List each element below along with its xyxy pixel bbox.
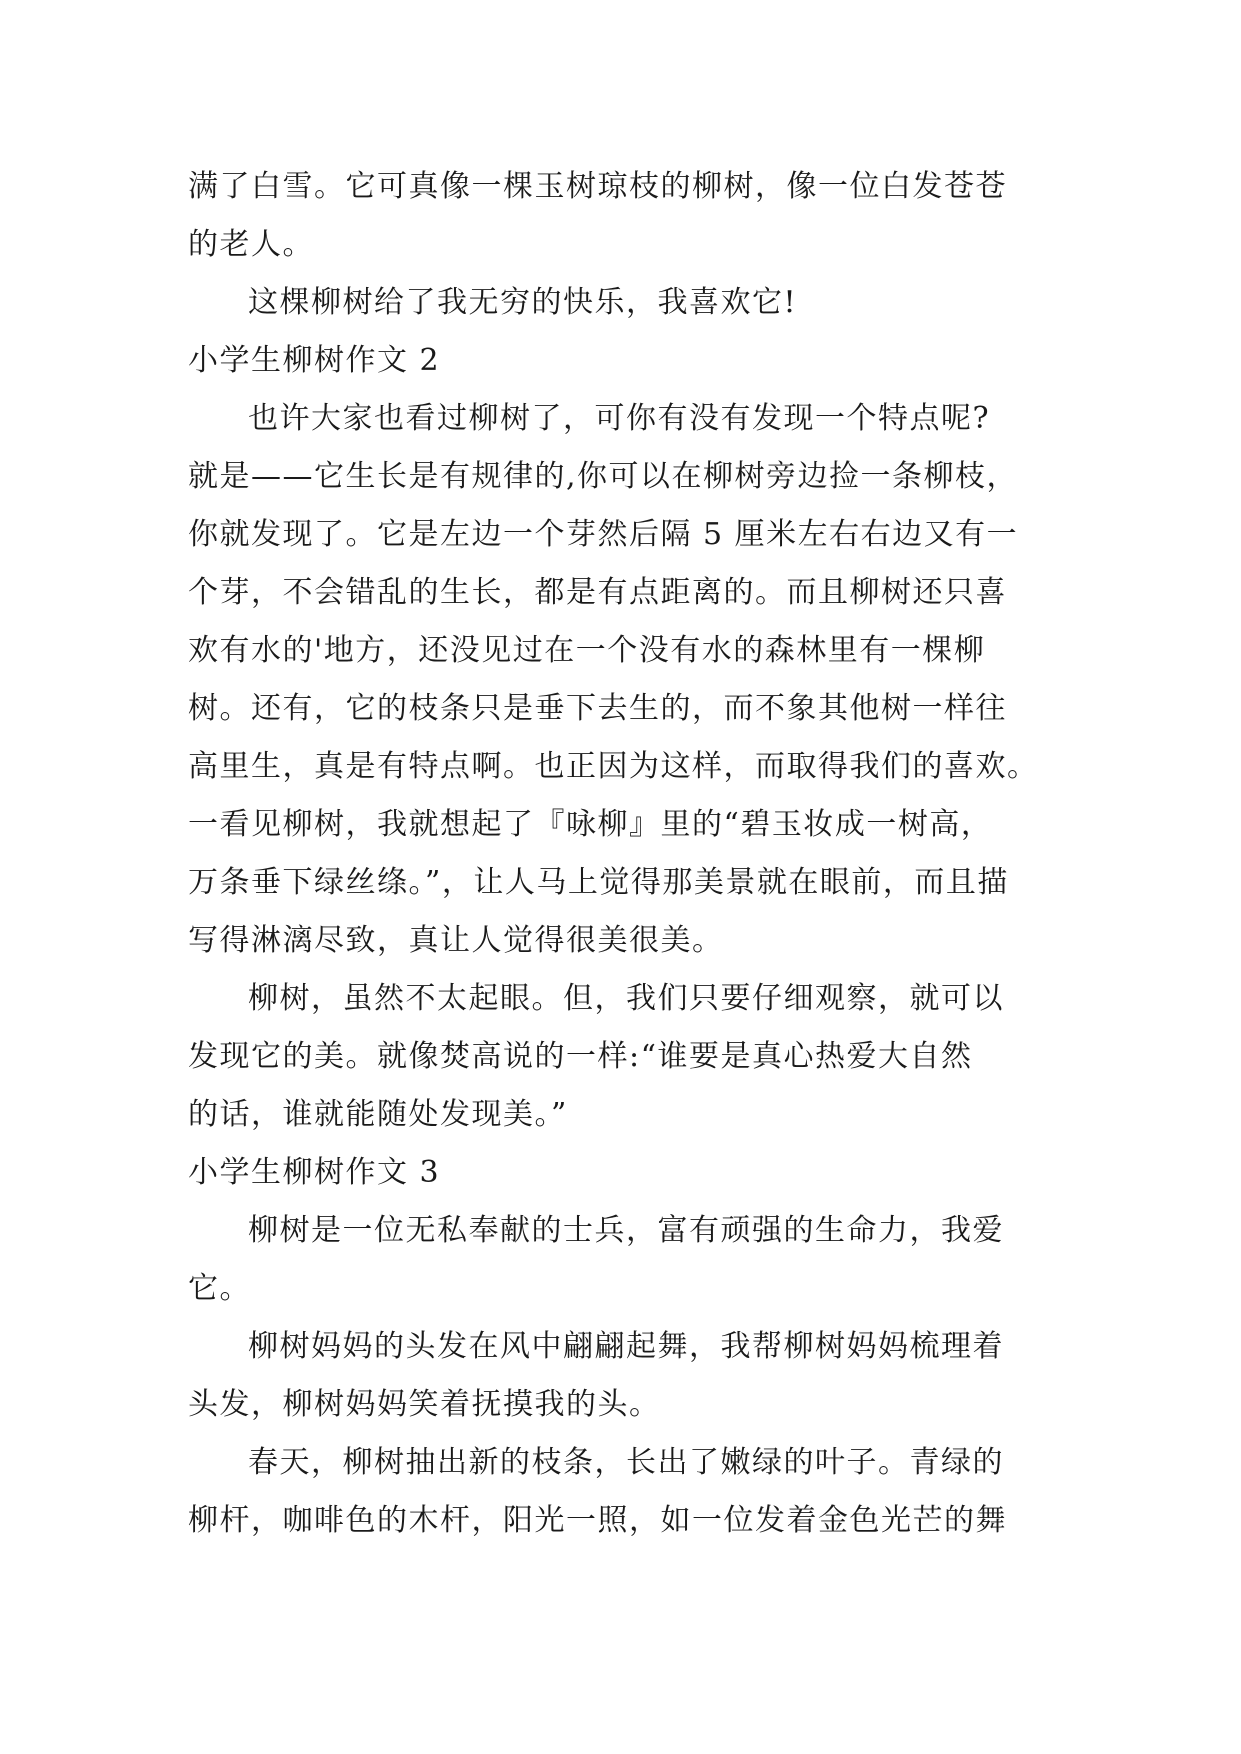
paragraph <box>188 390 1050 970</box>
text-line: 你就发现了。它是左边一个芽然后隔 5 厘米左右右边又有一 <box>188 517 1019 552</box>
text-line: 头发，柳树妈妈笑着抚摸我的头。 <box>188 1387 661 1422</box>
text-line: 个芽，不会错乱的生长，都是有点距离的。而且柳树还只喜 <box>188 575 1007 610</box>
paragraph <box>188 970 1050 1144</box>
text-line: 的老人。 <box>188 227 314 262</box>
section-heading: 小学生柳树作文 2 <box>188 343 441 378</box>
text-line: 也许大家也看过柳树了，可你有没有发现一个特点呢? <box>248 401 991 436</box>
text-line: 的话，谁就能随处发现美。” <box>188 1097 568 1132</box>
text-line: 一看见柳树，我就想起了『咏柳』里的“碧玉妆成一树高， <box>188 807 993 842</box>
text-line: 柳树是一位无私奉献的士兵，富有顽强的生命力，我爱 <box>248 1213 1004 1248</box>
text-line: 它。 <box>188 1271 251 1306</box>
paragraph <box>188 158 1050 274</box>
text-line: 万条垂下绿丝绦。”，让人马上觉得那美景就在眼前，而且描 <box>188 865 1009 900</box>
text-line: 柳杆，咖啡色的木杆，阳光一照，如一位发着金色光芒的舞 <box>188 1503 1007 1538</box>
paragraph <box>188 274 1050 332</box>
text-line: 柳树妈妈的头发在风中翩翩起舞，我帮柳树妈妈梳理着 <box>248 1329 1004 1364</box>
paragraph <box>188 1434 1050 1550</box>
text-line: 就是——它生长是有规律的,你可以在柳树旁边捡一条柳枝， <box>188 459 1019 494</box>
text-line: 写得淋漓尽致，真让人觉得很美很美。 <box>188 923 724 958</box>
text-line: 柳树，虽然不太起眼。但，我们只要仔细观察，就可以 <box>248 981 1004 1016</box>
paragraph <box>188 1202 1050 1318</box>
text-line: 发现它的美。就像焚高说的一样:“谁要是真心热爱大自然 <box>188 1039 973 1074</box>
paragraph <box>188 1318 1050 1434</box>
text-line: 春天，柳树抽出新的枝条，长出了嫩绿的叶子。青绿的 <box>248 1445 1004 1480</box>
text-line: 这棵柳树给了我无穷的快乐，我喜欢它! <box>248 285 798 320</box>
text-line: 满了白雪。它可真像一棵玉树琼枝的柳树，像一位白发苍苍 <box>188 169 1007 204</box>
document-body <box>188 158 1050 1550</box>
text-line: 高里生，真是有特点啊。也正因为这样，而取得我们的喜欢。 <box>188 749 1039 784</box>
section-heading: 小学生柳树作文 3 <box>188 1155 441 1190</box>
text-line: 欢有水的'地方，还没见过在一个没有水的森林里有一棵柳 <box>188 633 986 668</box>
text-line: 树。还有，它的枝条只是垂下去生的，而不象其他树一样往 <box>188 691 1007 726</box>
